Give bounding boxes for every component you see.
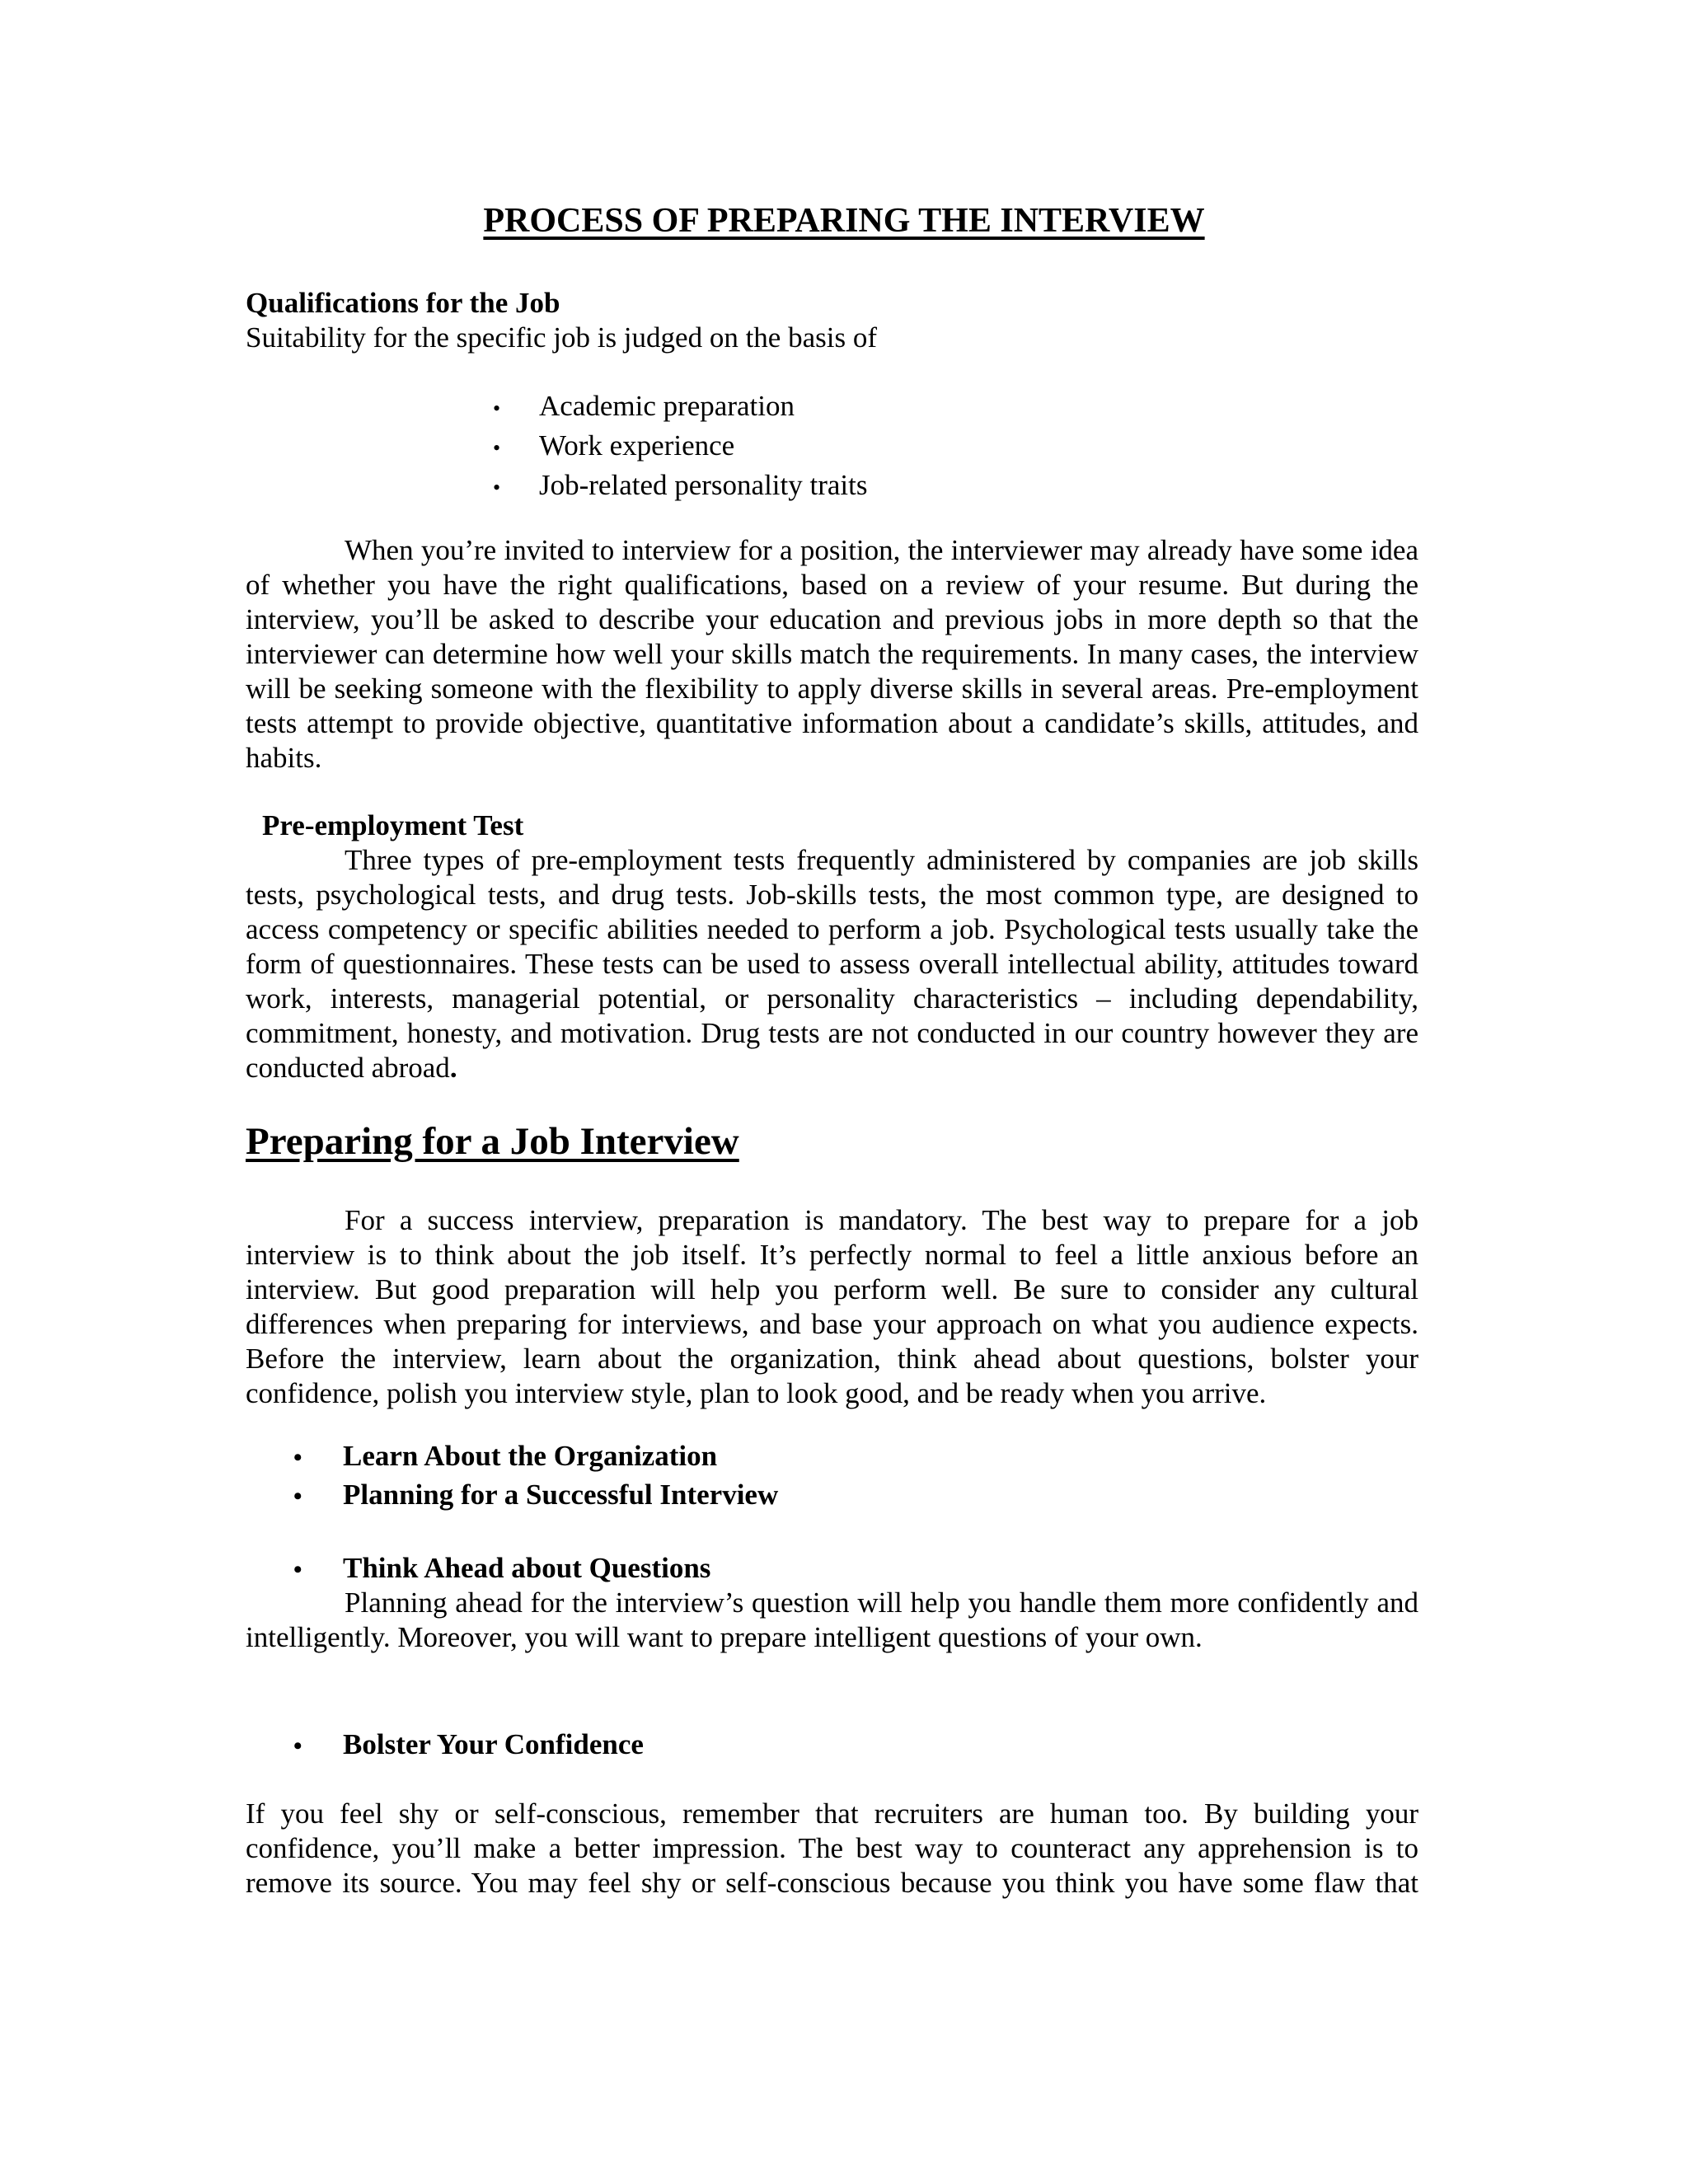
bullet-icon: • <box>293 1444 302 1471</box>
bullet-icon: • <box>293 1483 302 1510</box>
bolster-heading: Bolster Your Confidence <box>343 1728 644 1760</box>
list-item <box>293 1726 644 1765</box>
page-title: PROCESS OF PREPARING THE INTERVIEW <box>483 202 1205 240</box>
list-item <box>293 1476 778 1515</box>
list-item <box>493 387 867 427</box>
preparing-list <box>293 1437 778 1515</box>
qualifications-list <box>493 387 867 506</box>
pre-employment-heading: Pre-employment Test <box>262 809 524 841</box>
qualifications-paragraph: When you’re invited to interview for a position, the interviewer may already have some idea of whether you have the right qualifications, based on a review of your resume. But during the interview, you’ll be asked to describe your education and previous jobs in more depth so that the interviewer can determine how well your skills match the requirements. In many cases, the interview will be seeking someone with the flexibility to apply diverse skills in several areas. Pre-employment tests attempt to provide objective, quantitative information about a candidate’s skills, attitudes, and habits. <box>246 534 1418 774</box>
list-item <box>293 1437 778 1476</box>
list-item-label: Academic preparation <box>539 390 795 422</box>
bolster-paragraph: If you feel shy or self-conscious, remember that recruiters are human too. By building your confidence, you’ll make a better impression. The best way to counteract any apprehension is to remove its source. You may feel shy or self-conscious because you think you have some flaw that <box>246 1797 1418 1899</box>
bolster-list <box>293 1726 644 1765</box>
preparing-heading: Preparing for a Job Interview <box>246 1120 739 1163</box>
think-ahead-list <box>293 1549 710 1588</box>
bullet-icon: • <box>493 396 501 420</box>
think-ahead-heading: Think Ahead about Questions <box>343 1552 711 1584</box>
pre-employment-text: Three types of pre-employment tests frequently administered by companies are job skills tests, psychological tests, and drug tests. Job-skills tests, the most common type, are designed to access competency or specific abilities needed to perform a job. Psychological tests usually take the form of questionnaires. These tests can be used to assess overall intellectual ability, attitudes toward work, interests, managerial potential, or personality characteristics – including dependability, commitment, honesty, and motivation. Drug tests are not conducted in our country however they are conducted abroad <box>246 844 1418 1084</box>
qualifications-heading: Qualifications for the Job <box>246 287 560 319</box>
bullet-icon: • <box>493 436 501 460</box>
pre-employment-end: . <box>449 1052 457 1084</box>
list-item-label: Planning for a Successful Interview <box>343 1479 779 1511</box>
list-item-label: Job-related personality traits <box>539 469 868 501</box>
list-item-label: Learn About the Organization <box>343 1440 718 1472</box>
preparing-paragraph: For a success interview, preparation is mandatory. The best way to prepare for a job interview is to think about the job itself. It’s perfectly normal to feel a little anxious before an interview. But good preparation will help you perform well. Be sure to consider any cultural differences when preparing for interviews, and base your approach on what you audience expects. Before the interview, learn about the organization, think ahead about questions, bolster your confidence, polish you interview style, plan to look good, and be ready when you arrive. <box>246 1204 1418 1409</box>
list-item <box>493 427 867 466</box>
bullet-icon: • <box>293 1556 302 1583</box>
list-item <box>293 1549 710 1588</box>
qualifications-intro: Suitability for the specific job is judged on the basis of <box>246 321 877 354</box>
list-item-label: Work experience <box>539 429 735 462</box>
list-item <box>493 466 867 506</box>
bullet-icon: • <box>493 476 501 499</box>
pre-employment-paragraph <box>246 843 1418 1085</box>
bullet-icon: • <box>293 1732 302 1760</box>
think-ahead-paragraph: Planning ahead for the interview’s question will help you handle them more confidently and intelligently. Moreover, you will want to prepare intelligent questions of your own. <box>246 1586 1418 1653</box>
